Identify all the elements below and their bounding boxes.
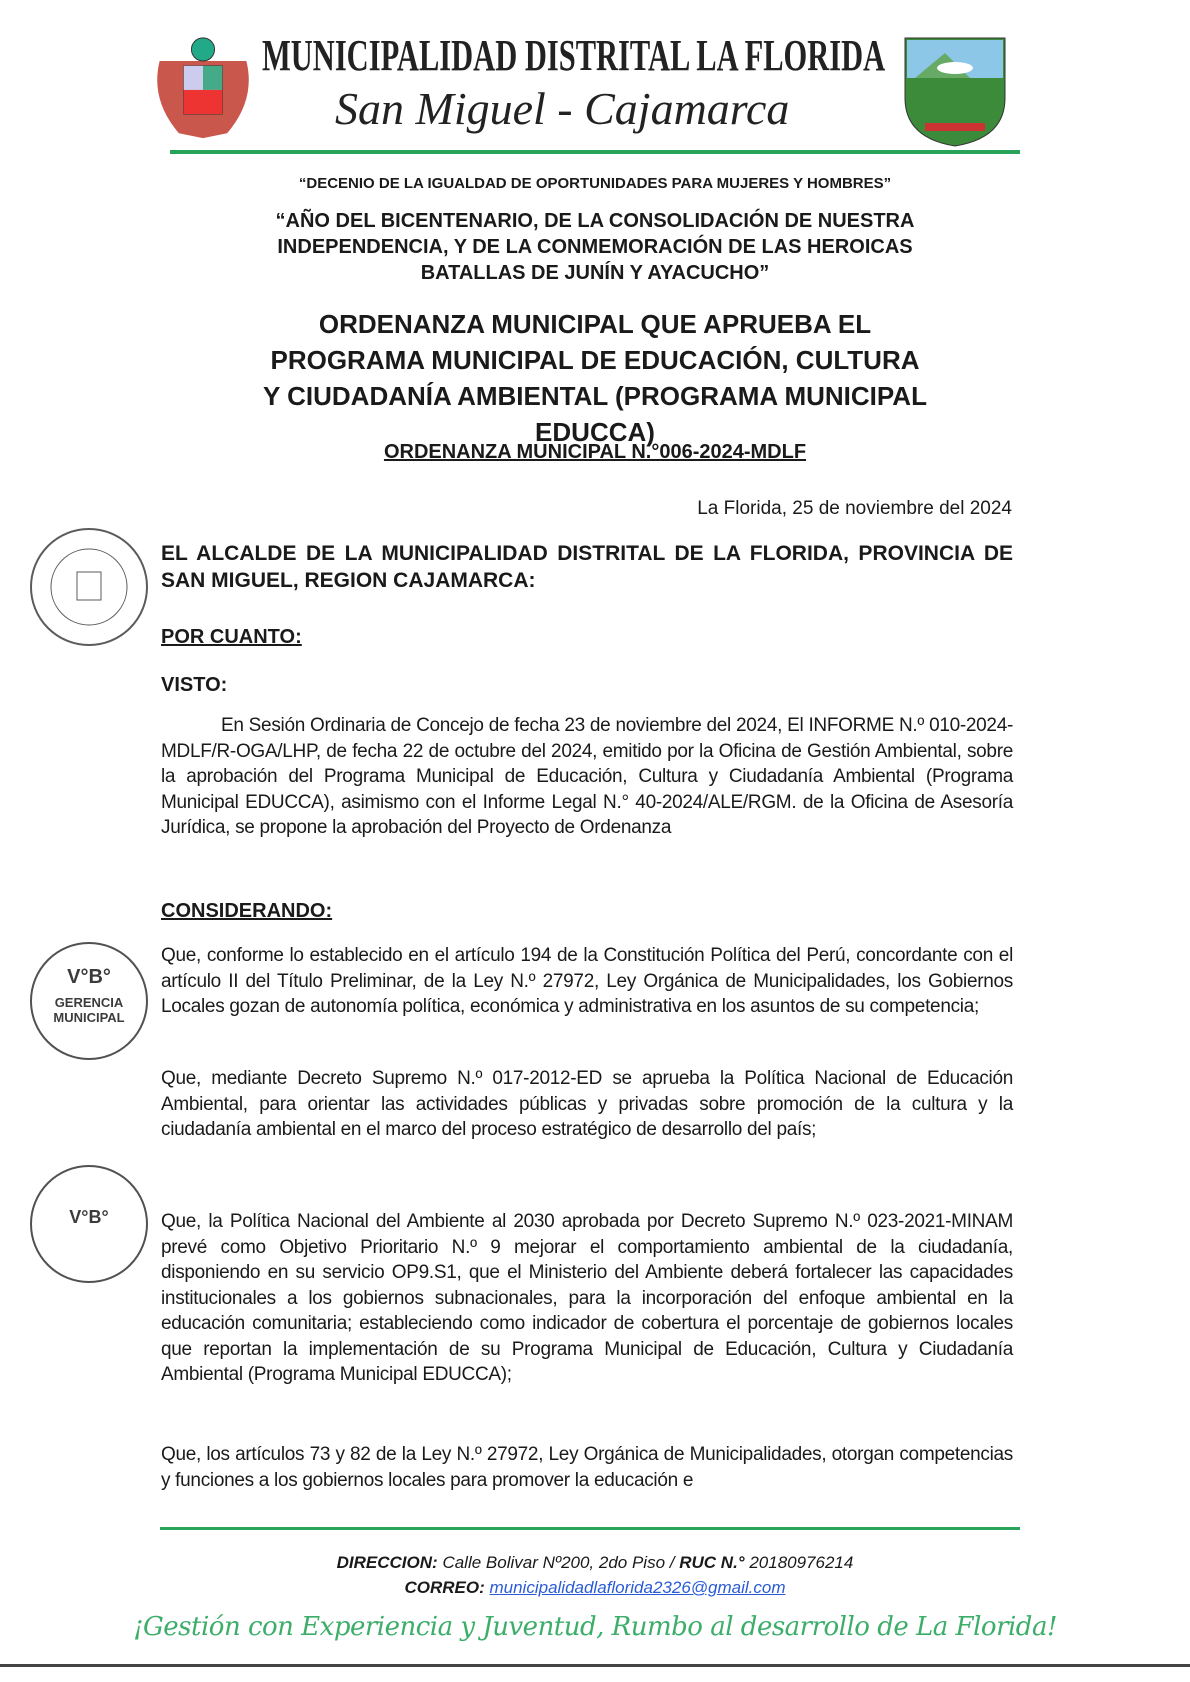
peru-coat-of-arms-logo — [150, 30, 256, 145]
ordinance-title — [0, 306, 1190, 450]
considerando-paragraph-2: Que, mediante Decreto Supremo N.º 017-2012-ED se aprueba la Política Nacional de Educación Ambiental, para orientar las actividades públicas y privadas sobre promoción de la cultura y la ciudadanía ambiental en el marco del proceso estratégico de desarrollo del país; — [161, 1068, 1013, 1140]
visto-heading: VISTO: — [161, 674, 228, 696]
email-link[interactable]: municipalidadlaflorida2326@gmail.com — [489, 1578, 786, 1597]
mayor-heading: EL ALCALDE DE LA MUNICIPALIDAD DISTRITAL DE LA FLORIDA, PROVINCIA DE SAN MIGUEL, REGION CAJAMARCA: — [161, 542, 1013, 592]
decenio-slogan: “DECENIO DE LA IGUALDAD DE OPORTUNIDADES PARA MUJERES Y HOMBRES” — [298, 175, 892, 192]
municipality-location: San Miguel - Cajamarca — [335, 83, 790, 134]
seal-gerencia: GERENCIA — [54, 995, 124, 1010]
year-slogan — [0, 208, 1190, 286]
address-value: Calle Bolivar Nº200, 2do Piso / — [442, 1553, 675, 1572]
gerencia-municipal-seal — [30, 942, 148, 1060]
ruc-value: 20180976214 — [749, 1553, 854, 1572]
email-label: CORREO: — [404, 1578, 485, 1597]
header-divider — [170, 150, 1020, 154]
footer-email — [0, 1578, 1190, 1598]
alcaldia-seal — [30, 528, 148, 646]
ruc-label: RUC N.° — [679, 1553, 745, 1572]
considerando-heading: CONSIDERANDO: — [161, 900, 333, 922]
district-shield-logo — [895, 28, 1015, 148]
year-slogan-text: “AÑO DEL BICENTENARIO, DE LA CONSOLIDACIÓN DE NUESTRA INDEPENDENCIA, Y DE LA CONMEMORACIÓN DE LAS HEROICAS BATALLAS DE JUNÍN Y AYACUCHO” — [275, 210, 915, 284]
seal-vb: V°B° — [67, 966, 111, 988]
page-bottom-edge — [0, 1664, 1190, 1667]
visto-paragraph: En Sesión Ordinaria de Concejo de fecha 23 de noviembre del 2024, El INFORME N.º 010-2024- MDLF/R-OGA/LHP, de fecha 22 de octubre del 2024, emitido por la Oficina de Gestión Ambiental, sobre la aprobación del Programa Municipal de Educación, Cultura y Ciudadanía Ambiental (Programa Municipal EDUCCA), asimismo con el Informe Legal N.° 40-2024/ALE/RGM. de la Oficina de Asesoría Jurídica, se propone la aprobación del Proyecto de Ordenanza — [161, 715, 1013, 838]
footer-slogan: ¡Gestión con Experiencia y Juventud, Rumbo al desarrollo de La Florida! — [133, 1612, 1057, 1642]
asesoria-legal-seal — [30, 1165, 148, 1283]
ordinance-title-text: ORDENANZA MUNICIPAL QUE APRUEBA EL PROGRAMA MUNICIPAL DE EDUCACIÓN, CULTURA Y CIUDADANÍA AMBIENTAL (PROGRAMA MUNICIPAL EDUCCA) — [263, 309, 927, 447]
footer-divider — [160, 1527, 1020, 1530]
considerando-paragraph-3: Que, la Política Nacional del Ambiente al 2030 aprobada por Decreto Supremo N.º 023-2021-MINAM prevé como Objetivo Prioritario N.º 9 mejorar el comportamiento ambiental de la ciudadanía, disponiendo en su servicio OP9.S1, que el Ministerio del Ambiente deberá fortalecer las capacidades institucionales a los gobiernos subnacionales, para la incorporación del enfoque ambiental en la educación comunitaria; estableciendo como indicador de cobertura el porcentaje de gobiernos locales que reportan la implementación de su Programa Municipal de Educación, Cultura y Ciudadanía Ambiental (Programa Municipal EDUCCA); — [161, 1211, 1013, 1385]
address-label: DIRECCION: — [336, 1553, 438, 1572]
seal-municipal: MUNICIPAL — [53, 1010, 125, 1025]
document-date: La Florida, 25 de noviembre del 2024 — [697, 498, 1012, 519]
considerando-paragraph-1: Que, conforme lo establecido en el artículo 194 de la Constitución Política del Perú, concordante con el artículo II del Título Preliminar, de la Ley N.º 27972, Ley Orgánica de Municipalidades, los Gobiernos Locales gozan de autonomía política, económica y administrativa en los asuntos de su competencia; — [161, 945, 1013, 1017]
considerando-paragraph-4: Que, los artículos 73 y 82 de la Ley N.º 27972, Ley Orgánica de Municipalidades, otorgan competencias y funciones a los gobiernos locales para promover la educación e — [161, 1444, 1013, 1491]
footer-address — [0, 1553, 1190, 1573]
municipality-name: MUNICIPALIDAD DISTRITAL LA FLORIDA — [262, 31, 886, 80]
seal-vb: V°B° — [69, 1207, 109, 1227]
por-cuanto-heading: POR CUANTO: — [161, 626, 302, 648]
ordinance-number: ORDENANZA MUNICIPAL N.°006-2024-MDLF — [383, 441, 807, 463]
